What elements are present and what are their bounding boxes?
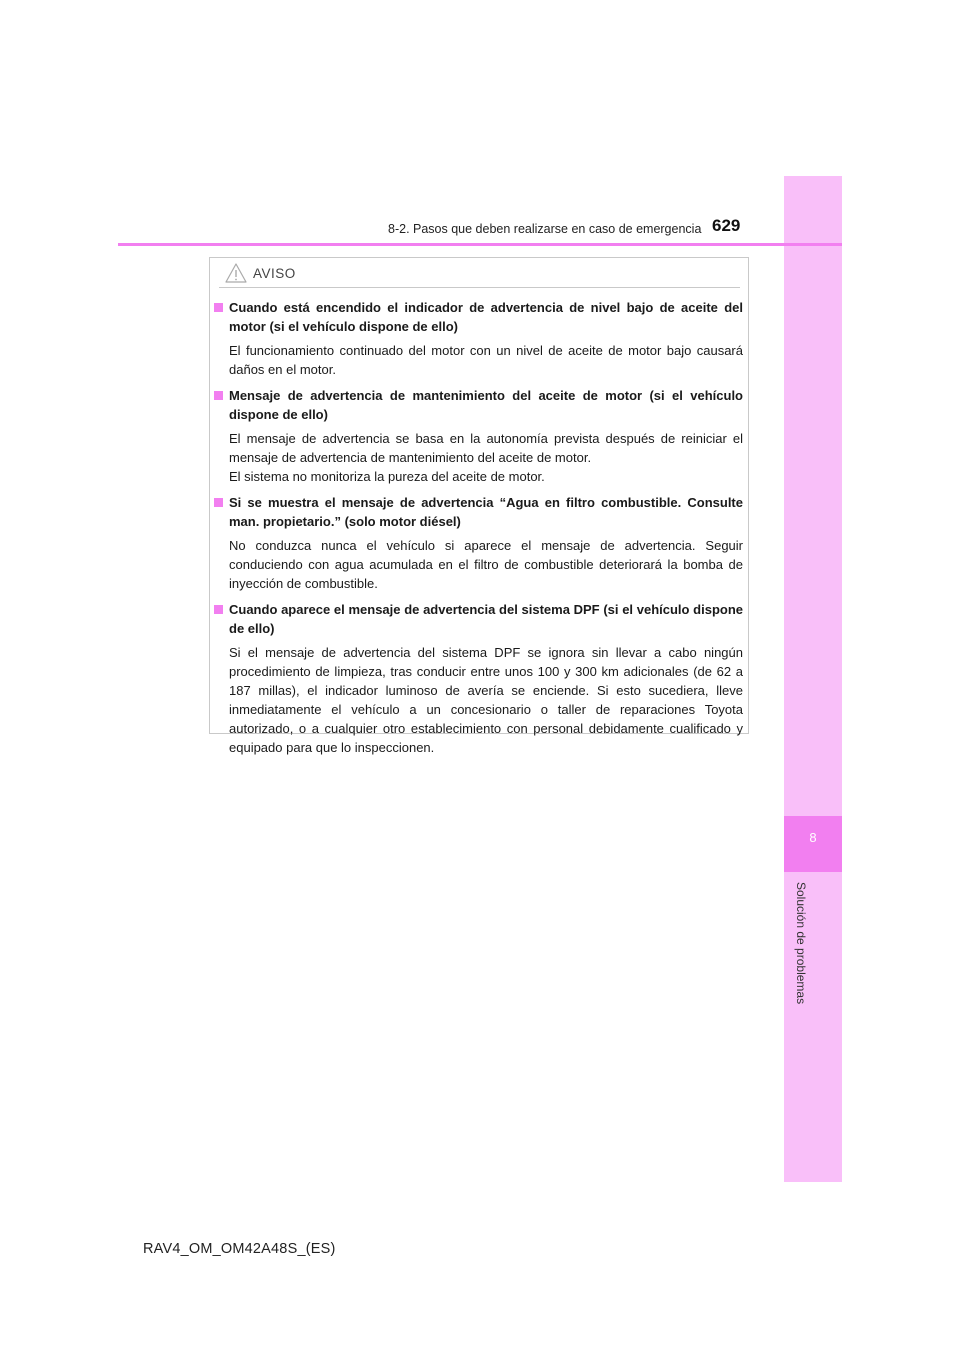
bullet-square-icon xyxy=(214,605,223,614)
bullet-square-icon xyxy=(214,498,223,507)
chapter-side-tab xyxy=(784,176,842,1182)
item-paragraph: El sistema no monitoriza la pureza del aceite de motor. xyxy=(229,469,545,484)
warning-item xyxy=(213,600,743,757)
chapter-number: 8 xyxy=(809,830,817,845)
section-title: 8-2. Pasos que deben realizarse en caso de emergencia xyxy=(388,222,702,236)
item-title: Si se muestra el mensaje de advertencia “Agua en filtro combustible. Consulte man. propietario.” (solo motor diésel) xyxy=(229,495,743,529)
bullet-square-icon xyxy=(214,391,223,400)
warning-item xyxy=(213,386,743,486)
item-paragraph: El funcionamiento continuado del motor con un nivel de aceite de motor bajo causará daños en el motor. xyxy=(229,343,743,377)
item-title: Cuando está encendido el indicador de advertencia de nivel bajo de aceite del motor (si el vehículo dispone de ello) xyxy=(229,300,743,334)
warning-label: AVISO xyxy=(253,265,296,281)
warning-item xyxy=(213,493,743,593)
item-title: Cuando aparece el mensaje de advertencia del sistema DPF (si el vehículo dispone de ello) xyxy=(229,602,743,636)
item-paragraph: El mensaje de advertencia se basa en la autonomía prevista después de reiniciar el mensaje de advertencia de mantenimiento del aceite de motor. xyxy=(229,431,743,465)
page-number: 629 xyxy=(712,216,741,235)
warning-item xyxy=(213,298,743,379)
warning-header xyxy=(225,262,296,284)
item-title: Mensaje de advertencia de mantenimiento del aceite de motor (si el vehículo dispone de ello) xyxy=(229,388,743,422)
warning-content xyxy=(213,298,743,764)
bullet-square-icon xyxy=(214,303,223,312)
item-paragraph: Si el mensaje de advertencia del sistema DPF se ignora sin llevar a cabo ningún procedimiento de limpieza, tras conducir entre unos 100 y 300 km adicionales (de 62 a 187 millas), el indicador luminoso de avería se enciende. Si esto sucediera, lleve inmediatamente el vehículo a un concesionario o taller de reparaciones Toyota autorizado, o a cualquier otro establecimiento con personal debidamente cualificado y equipado para que lo inspeccionen. xyxy=(229,645,743,755)
chapter-title: Solución de problemas xyxy=(794,882,808,1005)
item-paragraph: No conduzca nunca el vehículo si aparece el mensaje de advertencia. Seguir conduciendo con agua acumulada en el filtro de combustible deteriorará la bomba de inyección de combustible. xyxy=(229,538,743,591)
warning-triangle-icon xyxy=(225,263,247,283)
warning-header-divider xyxy=(219,287,740,288)
document-code: RAV4_OM_OM42A48S_(ES) xyxy=(143,1241,336,1257)
header-divider xyxy=(118,243,842,246)
